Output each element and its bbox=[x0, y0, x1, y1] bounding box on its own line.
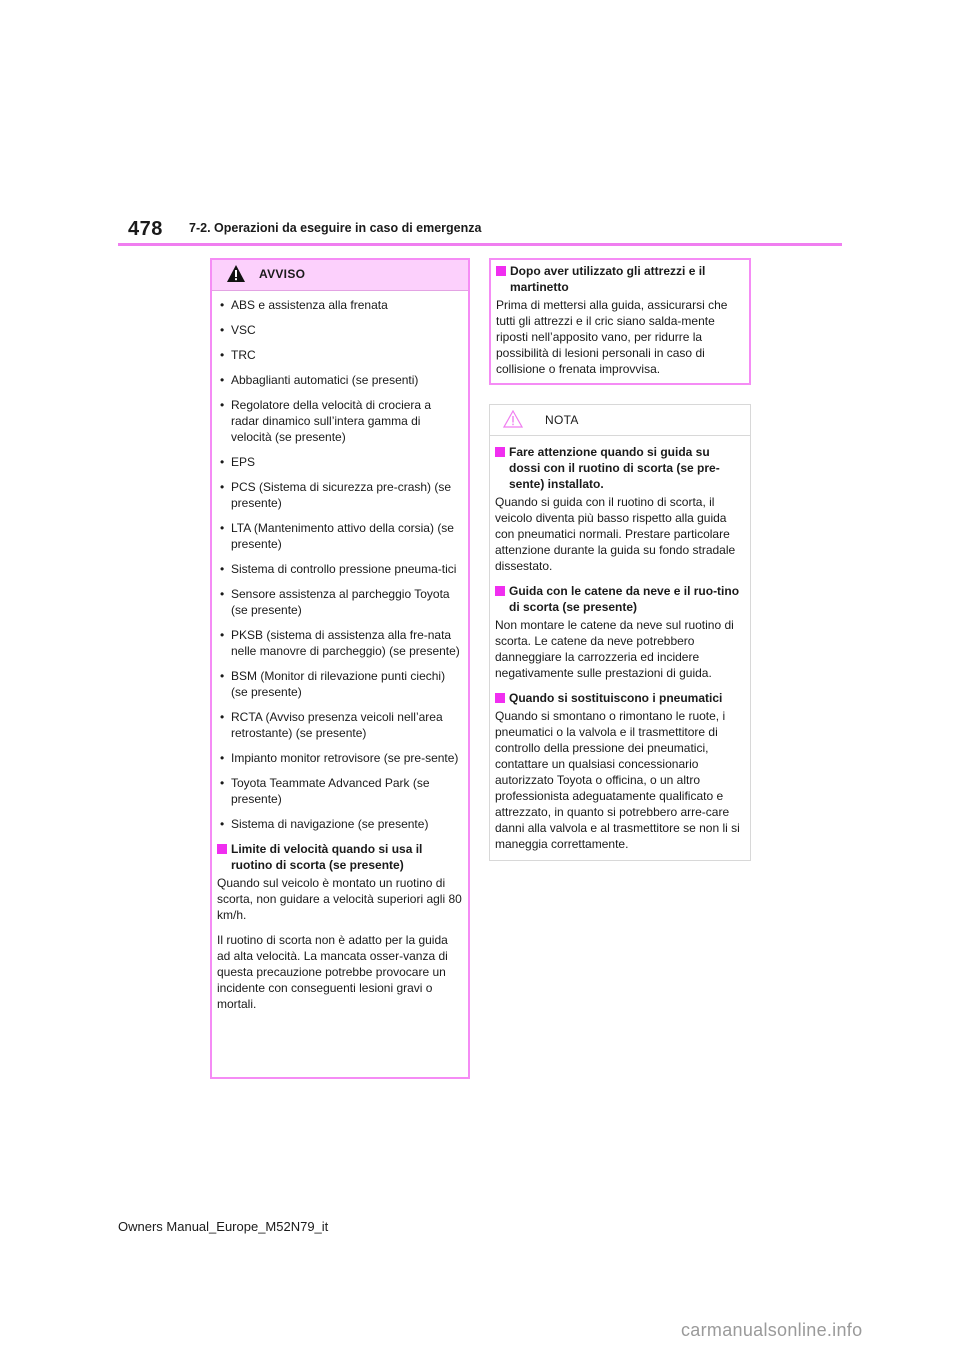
paragraph: Quando sul veicolo è montato un ruotino di scorta, non guidare a velocità superiori agli 80 km/h. bbox=[217, 876, 462, 922]
warning-box bbox=[210, 258, 470, 1079]
list-item: • Regolatore della velocità di crociera a radar dinamico sull’intera gamma di velocità (se presente) bbox=[217, 397, 462, 445]
square-bullet-icon bbox=[217, 844, 227, 854]
list-item: • LTA (Mantenimento attivo della corsia) (se presente) bbox=[217, 520, 462, 552]
section-heading: Limite di velocità quando si usa il ruotino di scorta (se presente) bbox=[217, 841, 462, 873]
continued-warning-content bbox=[491, 260, 749, 377]
list-item: • PKSB (sistema di assistenza alla fre-nata nelle manovre di parcheggio) (se presente) bbox=[217, 627, 462, 659]
note-box-title: NOTA bbox=[545, 413, 579, 427]
list-item: • TRC bbox=[217, 347, 462, 363]
note-box bbox=[489, 404, 751, 861]
warning-box-title: AVVISO bbox=[259, 267, 306, 281]
square-bullet-icon bbox=[495, 693, 505, 703]
square-bullet-icon bbox=[495, 447, 505, 457]
list-item: • VSC bbox=[217, 322, 462, 338]
caution-triangle-outline-icon bbox=[503, 410, 523, 428]
list-item: • ABS e assistenza alla frenata bbox=[217, 297, 462, 313]
list-item: • Sistema di navigazione (se presente) bbox=[217, 816, 462, 832]
section-title: 7-2. Operazioni da eseguire in caso di emergenza bbox=[189, 221, 482, 235]
note-box-content bbox=[490, 436, 750, 852]
paragraph: Non montare le catene da neve sul ruotino di scorta. Le catene da neve potrebbero danneggiare la carrozzeria ed incidere negativamente sulle prestazioni di guida. bbox=[495, 618, 734, 680]
list-item: • Sensore assistenza al parcheggio Toyota (se presente) bbox=[217, 586, 462, 618]
warning-box-content bbox=[212, 291, 468, 1012]
paragraph: Prima di mettersi alla guida, assicurarsi che tutti gli attrezzi e il cric siano salda-mente riposti nell’apposito vano, per ridurre la possibilità di lesioni personali in caso di collisione o frenata improvvisa. bbox=[496, 298, 728, 376]
section-heading: Guida con le catene da neve e il ruo-tino di scorta (se presente) bbox=[495, 583, 744, 615]
square-bullet-icon bbox=[496, 266, 506, 276]
list-item: • Toyota Teammate Advanced Park (se presente) bbox=[217, 775, 462, 807]
list-item: • Sistema di controllo pressione pneuma-tici bbox=[217, 561, 462, 577]
list-item: • Impianto monitor retrovisore (se pre-sente) bbox=[217, 750, 462, 766]
page-number: 478 bbox=[128, 218, 163, 240]
warning-box-header bbox=[212, 260, 468, 291]
section-heading: Dopo aver utilizzato gli attrezzi e il martinetto bbox=[496, 263, 743, 295]
square-bullet-icon bbox=[495, 586, 505, 596]
list-item: • PCS (Sistema di sicurezza pre-crash) (se presente) bbox=[217, 479, 462, 511]
list-item: • EPS bbox=[217, 454, 462, 470]
section-heading: Quando si sostituiscono i pneumatici bbox=[495, 690, 744, 706]
list-item: • BSM (Monitor di rilevazione punti ciechi) (se presente) bbox=[217, 668, 462, 700]
watermark-link[interactable]: carmanualsonline.info bbox=[681, 1320, 863, 1340]
paragraph: Quando si guida con il ruotino di scorta, il veicolo diventa più basso rispetto alla guida con pneumatici normali. Prestare particolare attenzione durante la guida su fondo stradale dissestato. bbox=[495, 495, 736, 573]
warning-triangle-icon bbox=[227, 265, 245, 282]
document-id-footer: Owners Manual_Europe_M52N79_it bbox=[118, 1219, 329, 1234]
paragraph: Quando si smontano o rimontano le ruote, i pneumatici o la valvola e il trasmettitore di controllo della pressione dei pneumatici, contattare un qualsiasi concessionario autorizzato Toyota o officina, o un altro professionista adeguatamente qualificato e attrezzato, in quanto si potrebbero arre-care danni alla valvola e al trasmettitore se non li si maneggia correttamente. bbox=[495, 709, 740, 851]
note-box-header bbox=[490, 405, 750, 436]
paragraph: Il ruotino di scorta non è adatto per la guida ad alta velocità. La mancata osser-vanza di questa precauzione potrebbe provocare un incidente con conseguenti lesioni gravi o mortali. bbox=[217, 933, 448, 1011]
header-rule bbox=[118, 243, 842, 246]
section-heading: Fare attenzione quando si guida su dossi con il ruotino di scorta (se pre-sente) installato. bbox=[495, 444, 744, 492]
list-item: • Abbaglianti automatici (se presenti) bbox=[217, 372, 462, 388]
list-item: • RCTA (Avviso presenza veicoli nell’area retrostante) (se presente) bbox=[217, 709, 462, 741]
continued-warning-box bbox=[489, 258, 751, 385]
